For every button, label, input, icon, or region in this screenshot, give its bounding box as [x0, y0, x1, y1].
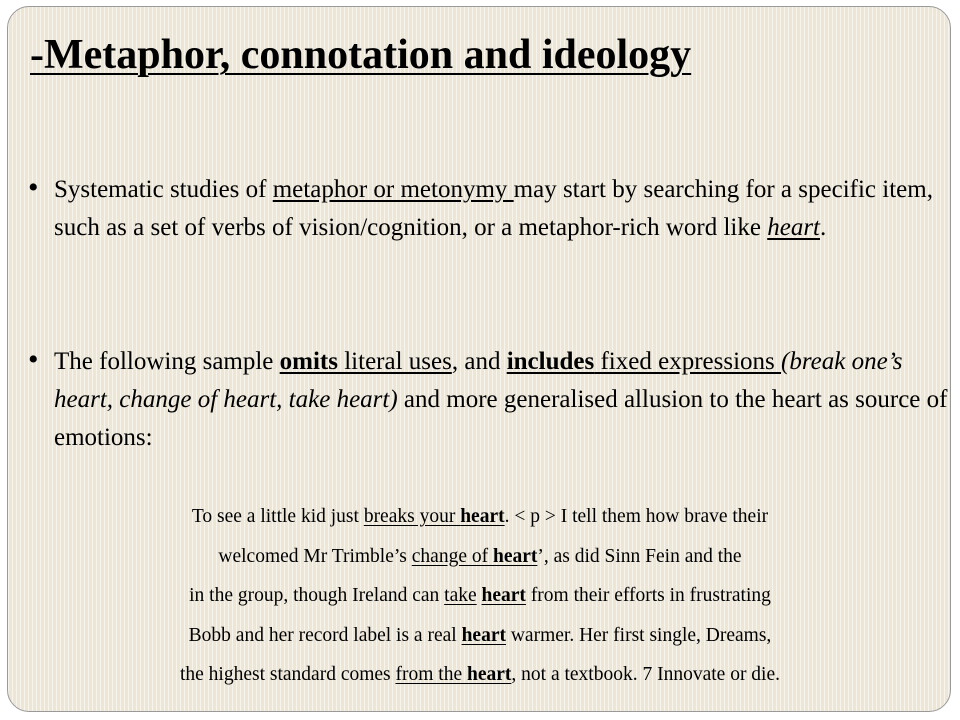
keyword-heart: heart [460, 506, 505, 527]
slide [7, 6, 951, 712]
bullet-text [54, 171, 948, 247]
text-run: . [820, 214, 827, 241]
bullet-dot-icon: • [28, 171, 39, 204]
underlined-phrase: from the [395, 664, 467, 685]
text-run: and more generalised allusion to the heart as source of emotions: [54, 386, 948, 451]
keyword-heart: heart [492, 545, 538, 567]
underlined-phrase: change of [411, 545, 493, 567]
slide-title: -Metaphor, connotation and ideology [30, 32, 692, 78]
example-word: heart [767, 214, 820, 241]
concordance-examples [8, 497, 951, 695]
concordance-line [8, 616, 951, 656]
bullet-dot-icon: • [28, 343, 39, 376]
text-run: the highest standard comes [179, 664, 396, 685]
concordance-line [8, 655, 951, 695]
text-run: from their efforts in frustrating [525, 585, 771, 606]
underlined-phrase: literal uses [337, 348, 452, 375]
text-run: ’, as did Sinn Fein and the [537, 545, 742, 567]
keyword-heart: heart [461, 624, 506, 646]
bullet-text [54, 343, 948, 457]
text-run: may start by searching for a specific item, such as a set of verbs of vision/cognition, or a metaphor-rich word like [54, 176, 933, 241]
text-run: , and [451, 348, 507, 375]
underlined-phrase: fixed expressions [594, 348, 782, 375]
underlined-phrase: metaphor or metonymy [272, 176, 514, 203]
text-run: Bobb and her record label is a real [188, 624, 462, 646]
text-run: warmer. Her first single, Dreams, [505, 624, 772, 646]
underlined-phrase: take [444, 585, 477, 606]
keyword-heart: heart [481, 585, 526, 606]
text-run: The following sample [54, 348, 280, 375]
text-run: Systematic studies of [54, 176, 273, 203]
text-run: welcomed Mr Trimble’s [218, 545, 412, 567]
underlined-phrase: breaks your [363, 506, 461, 527]
concordance-line [8, 576, 951, 616]
text-run: in the group, though Ireland can [189, 585, 445, 606]
bullet-following-sample [28, 343, 948, 457]
italic-examples: (break one’s heart, change of heart, take heart) [54, 348, 903, 413]
keyword-heart: heart [467, 664, 512, 685]
text-run: , not a textbook. 7 Innovate or die. [511, 664, 781, 685]
emphasis-includes: includes [506, 348, 595, 375]
text-run: To see a little kid just [191, 506, 364, 527]
emphasis-omits: omits [279, 348, 338, 375]
concordance-line [8, 497, 951, 537]
text-run: . < p > I tell them how brave their [504, 506, 769, 527]
bullet-systematic-studies [28, 171, 948, 247]
concordance-line [8, 537, 951, 577]
